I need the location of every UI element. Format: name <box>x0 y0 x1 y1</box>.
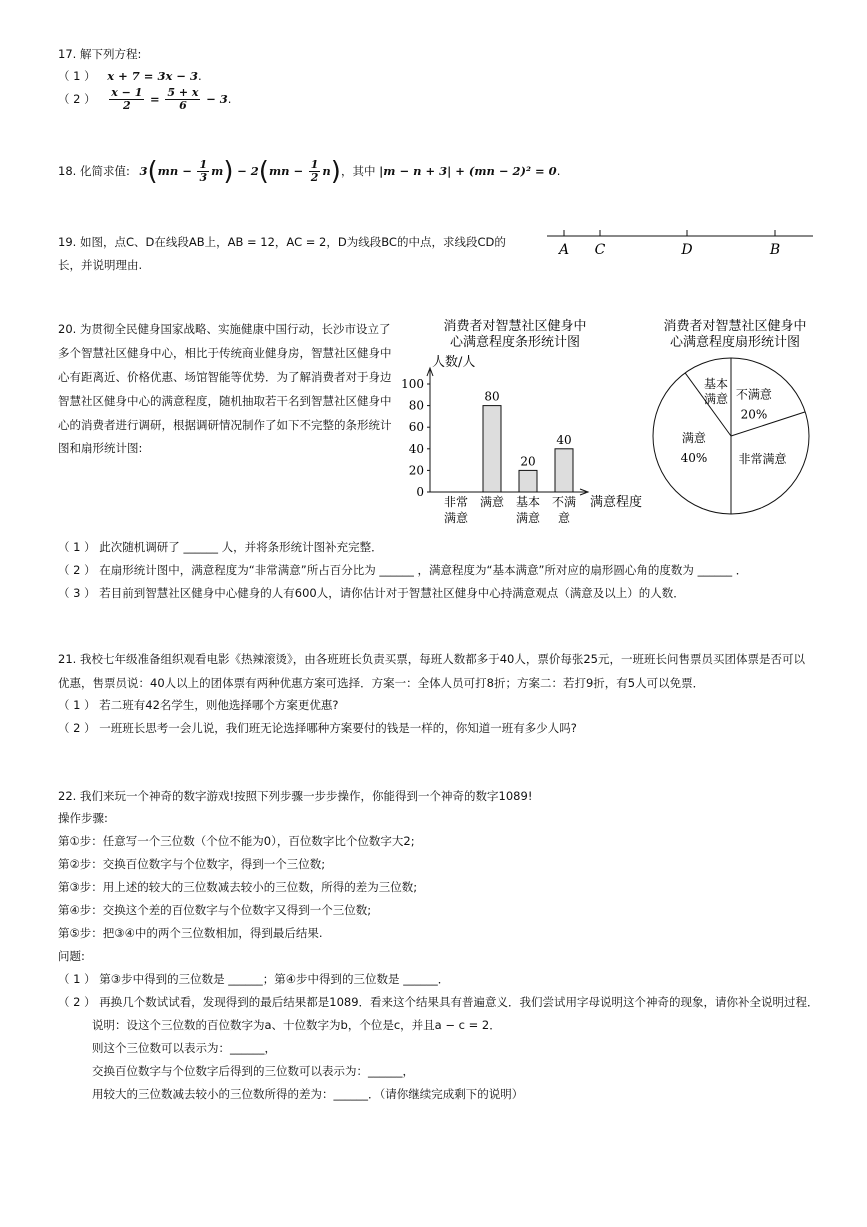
pie-slice-label: 非常满意 <box>738 451 787 466</box>
numerator: 1 <box>199 158 208 171</box>
q20-line: 心的消费者进行调研，根据调研情况制作了如下不完整的条形统计 <box>58 418 392 432</box>
left-paren: ( <box>147 156 158 187</box>
category-label: 满意 <box>443 511 469 525</box>
y-tick-label: 80 <box>408 398 424 413</box>
numerator: 5 + x <box>167 86 199 99</box>
point-label: C <box>594 242 606 258</box>
q22-step: 第③步：用上述的较大的三位数减去较小的三位数，所得的差为三位数; <box>58 880 418 894</box>
category-label: 满意 <box>479 495 505 509</box>
q22-step: 第②步：交换百位数字与个位数字，得到一个三位数; <box>58 857 326 871</box>
period: . <box>197 69 202 83</box>
q22-step: 第④步：交换这个差的百位数字与个位数字又得到一个三位数; <box>58 903 372 917</box>
point-label: B <box>769 242 781 258</box>
q20-sub1: （ 1 ） 此次随机调研了 ______ 人，并将条形统计图补充完整． <box>58 540 383 554</box>
fraction <box>165 87 200 112</box>
q19-line1: 19. 如图，点C、D在线段AB上，AB = 12，AC = 2，D为线段BC的中点，求线段CD的 <box>58 235 506 249</box>
q19-line2: 长，并说明理由. <box>58 258 143 272</box>
expr-term: mn − <box>157 164 192 178</box>
y-tick-label: 100 <box>401 377 424 391</box>
part-label: （ 2 ） <box>58 92 96 106</box>
bar-chart-title-line2: 心满意程度条形统计图 <box>449 335 581 350</box>
denominator: 3 <box>199 171 208 184</box>
y-tick-label: 20 <box>408 463 424 478</box>
q21-sub1: （ 1 ） 若二班有42名学生，则他选择哪个方案更优惠? <box>58 698 339 712</box>
x-axis-label: 满意程度 <box>590 495 643 510</box>
denominator: 6 <box>179 99 187 112</box>
q22-question: 问题: <box>58 949 85 963</box>
q18-title: 18. 化简求值: <box>58 164 130 178</box>
q17-title: 17. 解下列方程: <box>58 47 142 61</box>
fraction <box>197 159 209 184</box>
q22-sub1: （ 1 ） 第③步中得到的三位数是 ______；第④步中得到的三位数是 ______． <box>58 972 450 986</box>
q22-sub2: （ 2 ） 再换几个数试试看，发现得到的最后结果都是1089．看来这个结果具有普遍意义．我们尝试用字母说明这个神奇的现象，请你补全说明过程． <box>58 995 819 1009</box>
bar-data-label: 40 <box>556 432 572 447</box>
q20-sub3: （ 3 ） 若目前到智慧社区健身中心健身的人有600人，请你估计对于智慧社区健身中心持满意观点（满意及以上）的人数． <box>58 586 685 600</box>
left-paren: ( <box>258 156 269 187</box>
q22-explain: 交换百位数字与个位数字后得到的三位数可以表示为：______， <box>92 1064 414 1078</box>
expr-term: mn − <box>268 164 304 178</box>
expr-coef: − 2 <box>237 164 259 178</box>
bar <box>483 406 501 492</box>
y-tick-label: 40 <box>408 441 424 456</box>
period: . <box>227 92 232 106</box>
fraction <box>109 87 144 112</box>
condition-expr: |m − n + 3| + (mn − 2)² = 0 <box>379 164 557 178</box>
pie-slice-label: 不满意 <box>735 387 772 402</box>
q17-part1 <box>58 68 202 84</box>
pie-slice-label: 满意 <box>704 392 729 407</box>
expr-var: n <box>322 164 331 178</box>
expr-coef: 3 <box>139 164 148 178</box>
q18 <box>58 156 560 187</box>
pie-slice-percent: 40% <box>680 451 708 466</box>
pie-chart <box>648 316 818 526</box>
q21-sub2: （ 2 ） 一班班长思考一会儿说，我们班无论选择哪种方案要付的钱是一样的，你知道一班有多少人吗? <box>58 721 577 735</box>
category-label: 基本 <box>515 495 541 509</box>
point-label: A <box>558 242 570 258</box>
right-paren: ) <box>330 156 341 187</box>
denominator: 2 <box>123 99 131 112</box>
q20-line: 智慧社区健身中心的满意程度，随机抽取若干名到智慧社区健身中 <box>58 394 392 408</box>
y-tick-label: 60 <box>408 420 424 435</box>
bar-data-label: 80 <box>484 389 500 404</box>
pie-slice-label: 满意 <box>681 431 706 446</box>
bar <box>555 449 573 492</box>
y-axis-label: 人数/人 <box>432 355 476 370</box>
part-label: （ 1 ） <box>58 69 96 83</box>
y-tick-label: 0 <box>416 485 424 499</box>
q20-line: 20. 为贯彻全民健身国家战略、实施健康中国行动，长沙市设立了 <box>58 322 391 336</box>
point-label: D <box>681 242 693 258</box>
bar-chart <box>400 316 650 531</box>
q20-line: 图和扇形统计图: <box>58 441 143 455</box>
q21-line2: 优惠，售票员说：40人以上的团体票有两种优惠方案可选择．方案一：全体人员可打8折；方案二：若打9折，有5人可以免票． <box>58 676 705 690</box>
fraction <box>309 159 321 184</box>
denominator: 2 <box>310 171 319 184</box>
numerator: x − 1 <box>111 86 143 99</box>
q21-line1: 21. 我校七年级准备组织观看电影《热辣滚烫》，由各班班长负责买票，每班人数都多于40人，票价每张25元，一班班长问售票员买团体票是否可以 <box>58 652 805 666</box>
equation: x + 7 = 3x − 3 <box>107 69 198 83</box>
category-label: 不满 <box>551 495 577 509</box>
q22-explain: 说明：设这个三位数的百位数字为a、十位数字为b，个位是c，并且a − c = 2． <box>92 1018 501 1032</box>
expr-var: m <box>211 164 224 178</box>
bar <box>519 470 537 492</box>
pie-chart-title-line1: 消费者对智慧社区健身中 <box>663 319 807 334</box>
pie-chart-title-line2: 心满意程度扇形统计图 <box>669 335 801 350</box>
condition-text: ，其中 <box>340 164 376 178</box>
period: . <box>556 164 561 178</box>
equals-sign: = <box>150 92 160 106</box>
category-label: 意 <box>557 511 571 525</box>
q20-line: 多个智慧社区健身中心，相比于传统商业健身房，智慧社区健身中 <box>58 346 392 360</box>
pie-slice-percent: 20% <box>740 407 768 422</box>
q17-part2 <box>58 86 231 112</box>
q20-sub2: （ 2 ） 在扇形统计图中，满意程度为“非常满意”所占百分比为 ______ ，满意程度为“基本满意”所对应的扇形圆心角的度数为 ______ ． <box>58 563 748 577</box>
bar-chart-title-line1: 消费者对智慧社区健身中 <box>443 319 587 334</box>
q22-explain: 用较大的三位数减去较小的三位数所得的差为：______．（请你继续完成剩下的说明） <box>92 1087 524 1101</box>
q22-explain: 则这个三位数可以表示为：______， <box>92 1041 276 1055</box>
category-label: 满意 <box>515 511 541 525</box>
q20-line: 心有距离近、价格优惠、场馆智能等优势．为了解消费者对于身边 <box>58 370 392 384</box>
line-segment-figure <box>545 226 815 260</box>
q22-step: 第⑤步：把③④中的两个三位数相加，得到最后结果. <box>58 926 323 940</box>
right-paren: ) <box>223 156 234 187</box>
equation-tail: − 3 <box>206 92 228 106</box>
bar-data-label: 20 <box>520 454 536 469</box>
q22-line1: 22. 我们来玩一个神奇的数字游戏!按照下列步骤一步步操作，你能得到一个神奇的数字1089! <box>58 789 533 803</box>
pie-slice-label: 基本 <box>704 377 729 392</box>
category-label: 非常 <box>443 495 469 509</box>
q22-ops: 操作步骤: <box>58 811 108 825</box>
q22-step: 第①步：任意写一个三位数（个位不能为0），百位数字比个位数字大2; <box>58 834 415 848</box>
numerator: 1 <box>310 158 319 171</box>
